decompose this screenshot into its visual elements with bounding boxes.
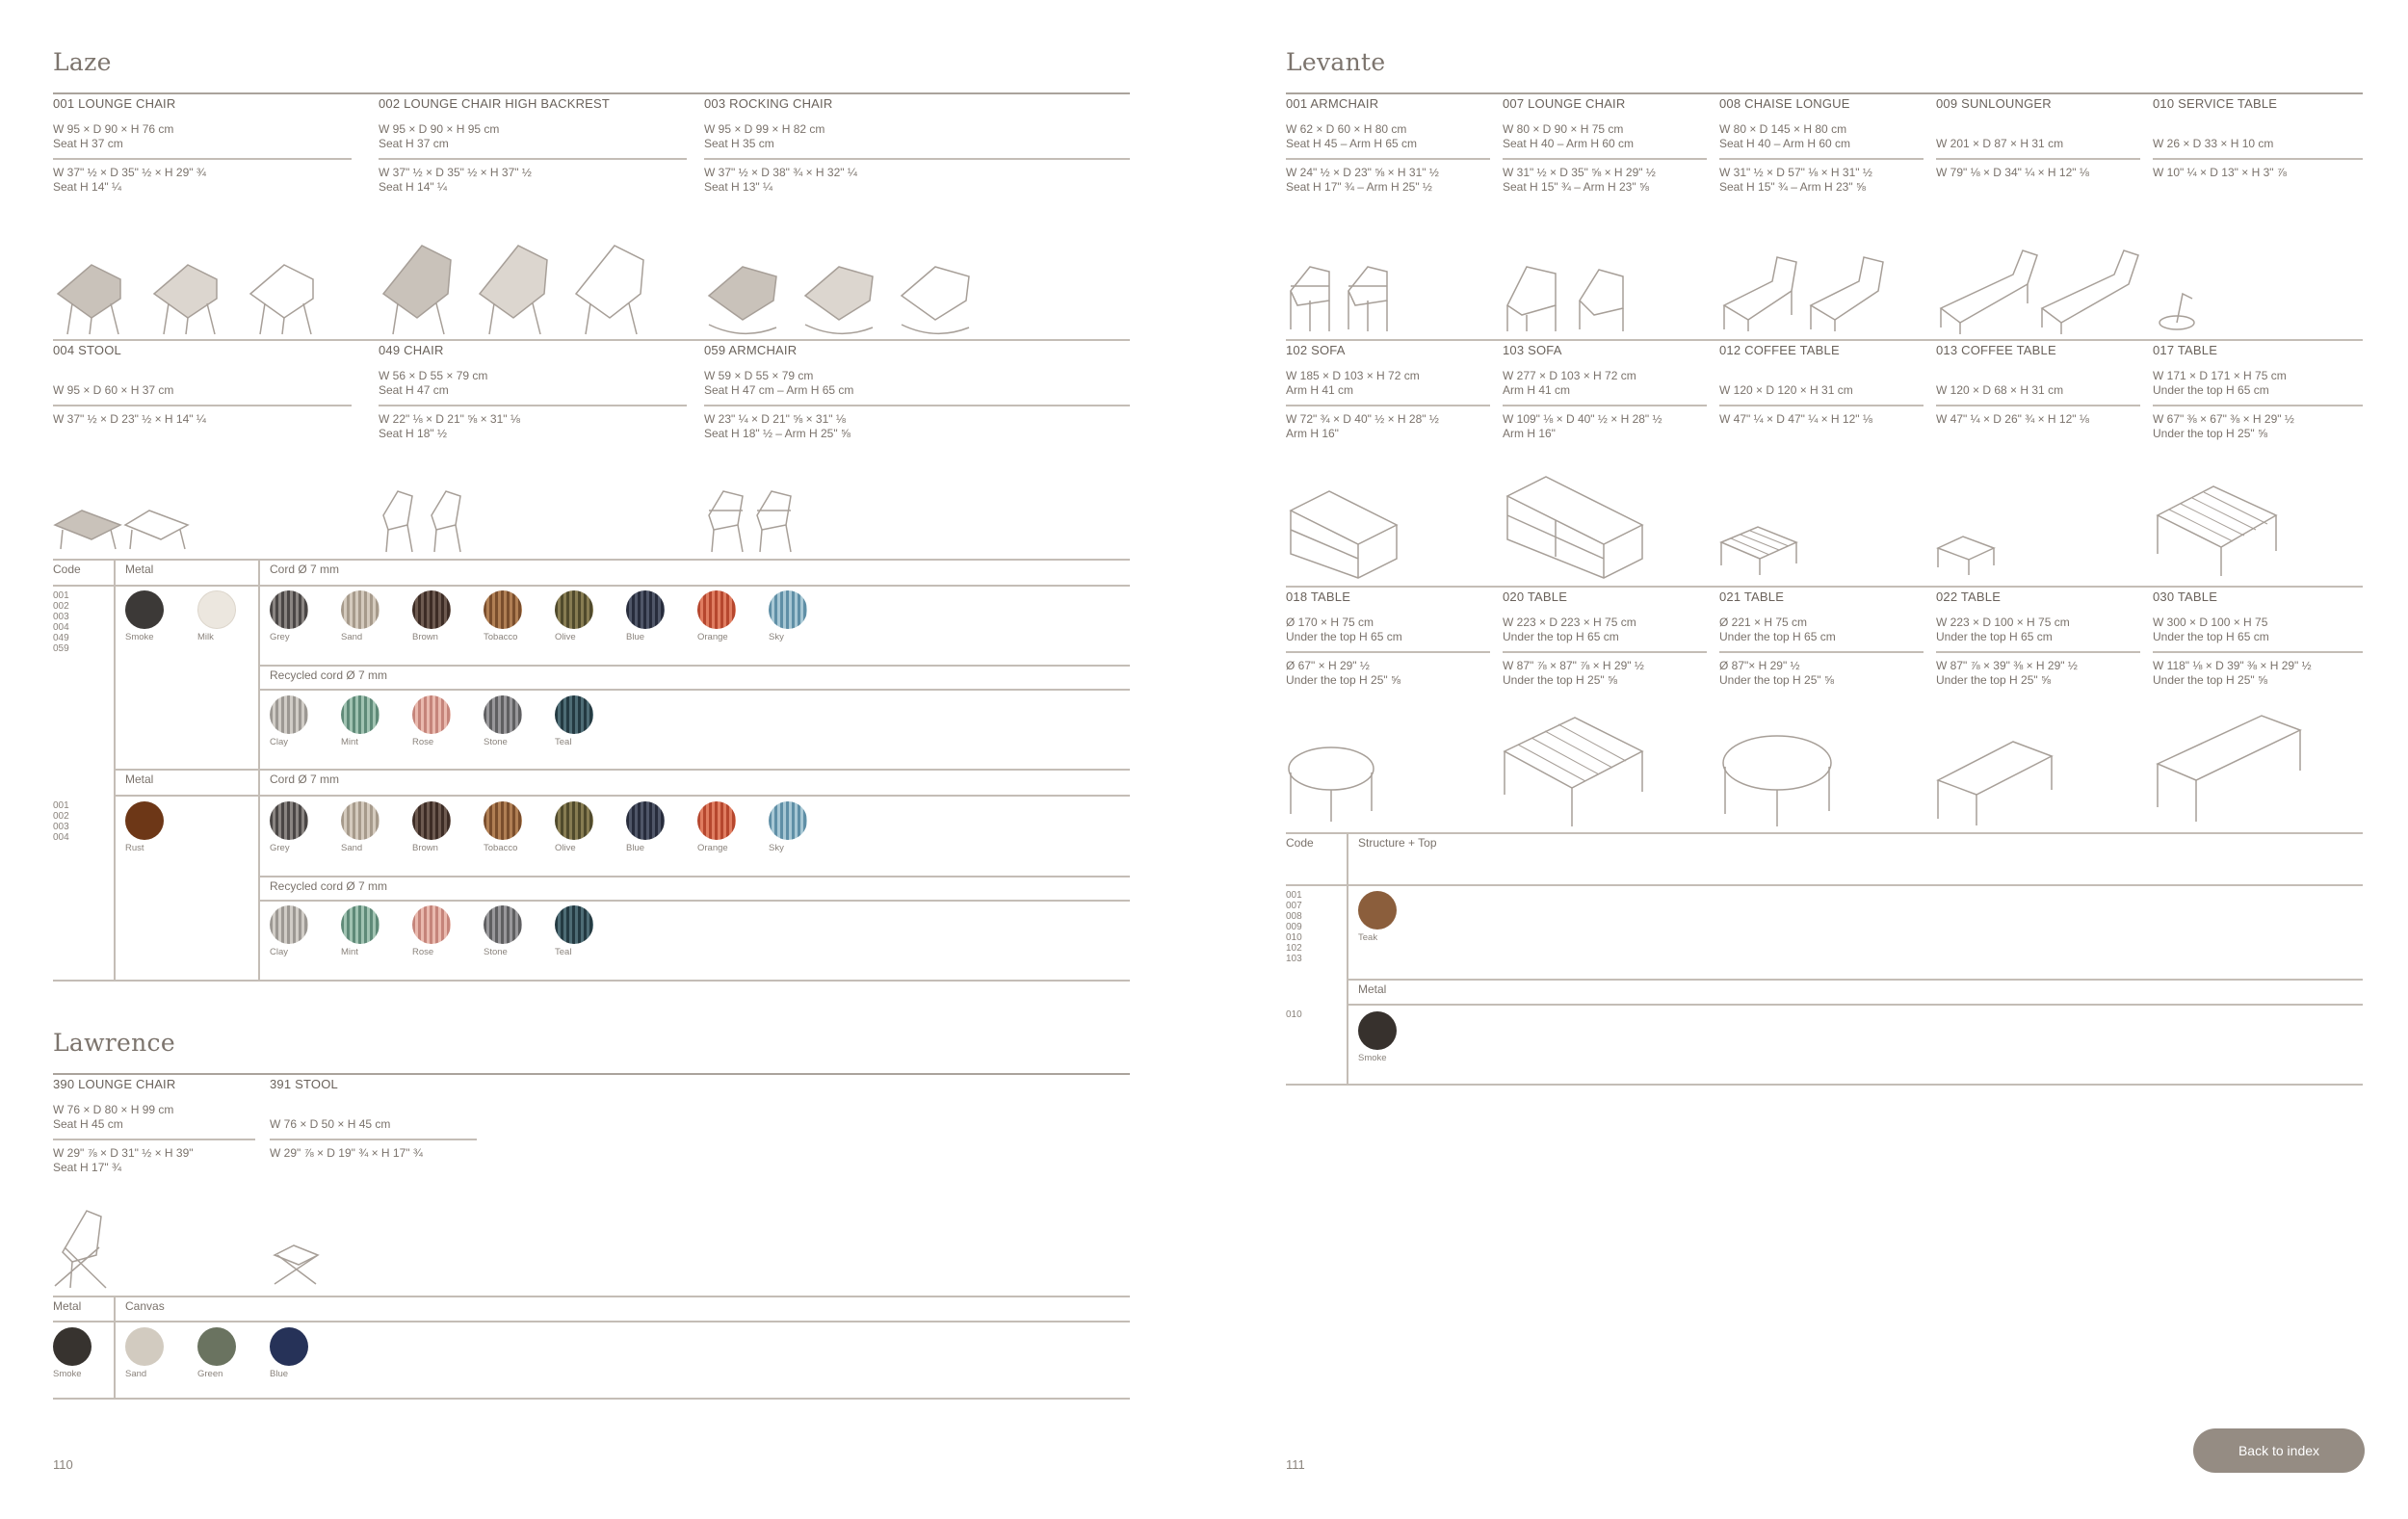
metal-header: Metal — [125, 773, 154, 786]
product-name: 391 STOOL — [270, 1077, 338, 1091]
product-dims-imperial: W 47" ¼ × D 47" ¼ × H 12" ⅛ — [1719, 411, 1872, 426]
product-name: 021 TABLE — [1719, 589, 1785, 604]
cord-swatch-sand — [341, 590, 380, 629]
product-dims-imperial: W 87" ⅞ × 87" ⅞ × H 29" ½ Under the top H 25" ⅝ — [1503, 658, 1644, 687]
product-name: 030 TABLE — [2153, 589, 2218, 604]
swatch-label: Smoke — [1358, 1053, 1387, 1063]
cord-swatch-stone — [484, 905, 522, 944]
cord-swatch-tobacco — [484, 590, 522, 629]
chaise-longue-drawing — [1719, 252, 1893, 334]
divider — [1347, 1004, 2363, 1006]
cord-swatch-orange — [697, 590, 736, 629]
cord-swatch-rose — [412, 695, 451, 734]
product-codes: 001 002 003 004 — [53, 800, 69, 843]
product-dims-metric: Ø 170 × H 75 cm Under the top H 65 cm — [1286, 615, 1402, 643]
product-laze-001 — [53, 96, 361, 195]
product-dims-metric: W 95 × D 60 × H 37 cm — [53, 383, 174, 397]
product-levante — [2153, 343, 2363, 441]
product-dims-metric: W 62 × D 60 × H 80 cm Seat H 45 – Arm H 65 cm — [1286, 122, 1418, 150]
product-name: 002 LOUNGE CHAIR HIGH BACKREST — [379, 96, 611, 111]
product-dims-metric: W 95 × D 90 × H 76 cm Seat H 37 cm — [53, 122, 174, 150]
product-codes: 010 — [1286, 1009, 1302, 1020]
finish-swatch-smoke — [53, 1327, 92, 1366]
product-name: 020 TABLE — [1503, 589, 1568, 604]
cord-header: Cord Ø 7 mm — [270, 773, 340, 786]
cord-swatch-brown — [412, 801, 451, 840]
divider — [258, 689, 1130, 691]
table-021-drawing — [1719, 732, 1835, 828]
product-dims-imperial: W 10" ¼ × D 13" × H 3" ⅞ — [2153, 165, 2287, 179]
product-dims-metric: W 76 × D 80 × H 99 cm Seat H 45 cm — [53, 1103, 174, 1131]
product-laze-049 — [379, 343, 687, 441]
swatch-label: Sky — [769, 632, 784, 642]
code-header: Code — [53, 563, 81, 576]
metal-header: Metal — [53, 1299, 82, 1313]
divider — [1286, 158, 1490, 160]
lawrence-title: Lawrence — [53, 1029, 175, 1057]
product-dims-imperial: W 22" ⅛ × D 21" ⅝ × 31" ⅛ Seat H 18" ½ — [379, 411, 520, 440]
divider — [53, 92, 1130, 94]
product-levante — [1503, 343, 1707, 441]
product-dims-metric: W 223 × D 100 × H 75 cm Under the top H 65 cm — [1936, 615, 2070, 643]
levante-title: Levante — [1286, 48, 1386, 76]
finish-swatch-sand — [125, 1327, 164, 1366]
product-dims-metric: W 120 × D 68 × H 31 cm — [1936, 383, 2064, 397]
stool-drawing — [53, 496, 197, 554]
product-levante — [2153, 96, 2363, 180]
swatch-label: Mint — [341, 947, 358, 957]
lounge-chair-drawing — [53, 246, 592, 337]
product-dims-imperial: Ø 87"× H 29" ½ Under the top H 25" ⅝ — [1719, 658, 1834, 687]
product-dims-metric: W 59 × D 55 × 79 cm Seat H 47 cm – Arm H 65 cm — [704, 369, 854, 397]
product-lawrence-391 — [270, 1077, 477, 1161]
swatch-label: Smoke — [125, 632, 154, 642]
product-dims-metric: W 80 × D 90 × H 75 cm Seat H 40 – Arm H 60 cm — [1503, 122, 1635, 150]
table-030-drawing — [2156, 711, 2305, 826]
finish-swatch-blue — [270, 1327, 308, 1366]
swatch-label: Olive — [555, 632, 576, 642]
back-to-index-button[interactable]: Back to index — [2193, 1428, 2365, 1473]
product-dims-metric: W 80 × D 145 × H 80 cm Seat H 40 – Arm H 60 cm — [1719, 122, 1851, 150]
coffee-table-012-drawing — [1719, 525, 1801, 578]
divider — [53, 1398, 1130, 1400]
cord-swatch-brown — [412, 590, 451, 629]
product-levante — [1936, 589, 2140, 688]
swatch-label: Sand — [341, 632, 363, 642]
lawrence-lounge-chair-drawing — [53, 1209, 111, 1291]
cord-swatch-teal — [555, 905, 593, 944]
swatch-label: Orange — [697, 632, 728, 642]
divider — [53, 559, 1130, 561]
product-dims-metric: W 95 × D 90 × H 95 cm Seat H 37 cm — [379, 122, 500, 150]
product-name: 001 ARMCHAIR — [1286, 96, 1379, 111]
cord-swatch-teal — [555, 695, 593, 734]
divider — [53, 1073, 1130, 1075]
cord-swatch-rose — [412, 905, 451, 944]
divider — [1503, 651, 1707, 653]
swatch-label: Rose — [412, 947, 434, 957]
divider — [258, 559, 260, 769]
product-name: 022 TABLE — [1936, 589, 2002, 604]
product-laze-002 — [379, 96, 687, 195]
lounge-chair-high-drawing — [571, 246, 648, 337]
finish-swatch-rust — [125, 801, 164, 840]
product-dims-imperial: W 47" ¼ × D 26" ¾ × H 12" ⅛ — [1936, 411, 2089, 426]
swatch-label: Rose — [412, 737, 434, 747]
rocking-chair-drawing — [704, 252, 974, 339]
chair-drawing — [379, 486, 484, 554]
product-levante — [1719, 343, 1924, 427]
product-dims-imperial: W 29" ⅞ × D 19" ¾ × H 17" ¾ — [270, 1145, 423, 1160]
product-dims-metric: W 95 × D 99 × H 82 cm Seat H 35 cm — [704, 122, 825, 150]
swatch-label: Blue — [270, 1369, 289, 1379]
divider — [1347, 832, 1348, 1085]
coffee-table-013-drawing — [1936, 535, 1999, 578]
cord-swatch-orange — [697, 801, 736, 840]
product-dims-metric: W 201 × D 87 × H 31 cm — [1936, 137, 2064, 150]
product-laze-003 — [704, 96, 1130, 195]
product-dims-metric: W 185 × D 103 × H 72 cm Arm H 41 cm — [1286, 369, 1420, 397]
divider — [1286, 1084, 2363, 1086]
product-dims-metric: W 277 × D 103 × H 72 cm Arm H 41 cm — [1503, 369, 1636, 397]
cord-header: Cord Ø 7 mm — [270, 563, 340, 576]
swatch-label: Sand — [125, 1369, 147, 1379]
swatch-label: Stone — [484, 737, 508, 747]
product-dims-imperial: W 87" ⅞ × 39" ⅜ × H 29" ½ Under the top H 25" ⅝ — [1936, 658, 2078, 687]
product-name: 001 LOUNGE CHAIR — [53, 96, 176, 111]
finish-swatch-smoke — [125, 590, 164, 629]
product-name: 009 SUNLOUNGER — [1936, 96, 2052, 111]
swatch-label: Mint — [341, 737, 358, 747]
product-dims-imperial: W 24" ½ × D 23" ⅝ × H 31" ½ Seat H 17" ¾ – Arm H 25" ½ — [1286, 165, 1439, 194]
divider — [53, 339, 1130, 341]
divider — [1286, 586, 2363, 588]
lawrence-stool-drawing — [270, 1241, 323, 1289]
cord-swatch-sand — [341, 801, 380, 840]
cord-swatch-sky — [769, 590, 807, 629]
divider — [1936, 158, 2140, 160]
divider — [53, 585, 1130, 587]
product-name: 003 ROCKING CHAIR — [704, 96, 833, 111]
product-dims-imperial: W 31" ½ × D 57" ⅛ × H 31" ½ Seat H 15" ¾ – Arm H 23" ⅝ — [1719, 165, 1872, 194]
metal-header: Metal — [1358, 982, 1387, 996]
product-name: 007 LOUNGE CHAIR — [1503, 96, 1626, 111]
divider — [270, 1139, 477, 1140]
product-levante — [1719, 589, 1924, 688]
product-dims-imperial: W 31" ½ × D 35" ⅝ × H 29" ½ Seat H 15" ¾ – Arm H 23" ⅝ — [1503, 165, 1656, 194]
product-dims-metric: W 300 × D 100 × H 75 Under the top H 65 cm — [2153, 615, 2269, 643]
finish-swatch-green — [197, 1327, 236, 1366]
product-name: 103 SOFA — [1503, 343, 1562, 357]
cord-swatch-clay — [270, 695, 308, 734]
divider — [258, 900, 1130, 902]
divider — [379, 158, 687, 160]
code-header: Code — [1286, 836, 1314, 850]
cord-swatch-tobacco — [484, 801, 522, 840]
divider — [114, 1296, 116, 1399]
cord-swatch-grey — [270, 590, 308, 629]
swatch-label: Grey — [270, 843, 290, 853]
canvas-header: Canvas — [125, 1299, 165, 1313]
swatch-label: Clay — [270, 737, 289, 747]
laze-title: Laze — [53, 48, 112, 76]
swatch-label: Clay — [270, 947, 289, 957]
divider — [258, 769, 260, 981]
product-name: 008 CHAISE LONGUE — [1719, 96, 1850, 111]
sofa-102-drawing — [1286, 486, 1401, 578]
product-dims-imperial: W 29" ⅞ × D 31" ½ × H 39" Seat H 17" ¾ — [53, 1145, 194, 1174]
cord-swatch-olive — [555, 801, 593, 840]
product-dims-imperial: W 118" ⅛ × D 39" ⅜ × H 29" ½ Under the top H 25" ⅝ — [2153, 658, 2312, 687]
swatch-label: Teal — [555, 737, 572, 747]
product-levante — [1286, 589, 1490, 688]
product-dims-imperial: W 37" ½ × D 35" ½ × H 37" ½ Seat H 14" ¼ — [379, 165, 532, 194]
swatch-label: Olive — [555, 843, 576, 853]
swatch-label: Grey — [270, 632, 290, 642]
swatch-label: Teal — [555, 947, 572, 957]
swatch-label: Brown — [412, 632, 438, 642]
cord-swatch-stone — [484, 695, 522, 734]
product-dims-metric: W 26 × D 33 × H 10 cm — [2153, 137, 2274, 150]
product-name: 004 STOOL — [53, 343, 121, 357]
product-name: 049 CHAIR — [379, 343, 444, 357]
product-name: 017 TABLE — [2153, 343, 2218, 357]
sofa-103-drawing — [1503, 472, 1647, 578]
product-dims-imperial: W 109" ⅛ × D 40" ½ × H 28" ½ Arm H 16" — [1503, 411, 1662, 440]
product-name: 059 ARMCHAIR — [704, 343, 798, 357]
table-018-drawing — [1286, 742, 1377, 824]
product-dims-metric: W 223 × D 223 × H 75 cm Under the top H 65 cm — [1503, 615, 1636, 643]
table-017-drawing — [2156, 482, 2281, 578]
cord-swatch-olive — [555, 590, 593, 629]
product-dims-metric: W 120 × D 120 × H 31 cm — [1719, 383, 1853, 397]
divider — [1286, 92, 2363, 94]
swatch-label: Sky — [769, 843, 784, 853]
table-022-drawing — [1936, 737, 2056, 828]
divider — [258, 665, 1130, 667]
swatch-label: Sand — [341, 843, 363, 853]
cord-swatch-grey — [270, 801, 308, 840]
product-dims-metric: Ø 221 × H 75 cm Under the top H 65 cm — [1719, 615, 1836, 643]
product-levante — [1719, 96, 1924, 195]
product-dims-imperial: Ø 67" × H 29" ½ Under the top H 25" ⅝ — [1286, 658, 1400, 687]
levante-armchair-drawing — [1286, 262, 1401, 334]
divider — [2153, 158, 2363, 160]
divider — [1286, 339, 2363, 341]
swatch-label: Tobacco — [484, 632, 518, 642]
product-laze-059 — [704, 343, 1130, 441]
cord-swatch-mint — [341, 695, 380, 734]
swatch-label: Orange — [697, 843, 728, 853]
swatch-label: Milk — [197, 632, 214, 642]
recycled-cord-header: Recycled cord Ø 7 mm — [270, 879, 388, 893]
product-dims-metric: W 76 × D 50 × H 45 cm — [270, 1117, 391, 1131]
swatch-label: Rust — [125, 843, 144, 853]
divider — [53, 980, 1130, 982]
table-020-drawing — [1503, 713, 1647, 828]
product-dims-imperial: W 23" ¼ × D 21" ⅝ × 31" ⅛ Seat H 18" ½ – Arm H 25" ⅝ — [704, 411, 851, 440]
levante-lounge-chair-drawing — [1503, 262, 1647, 334]
sunlounger-drawing — [1936, 246, 2143, 337]
page-number: 110 — [53, 1457, 73, 1472]
finish-swatch-teak — [1358, 891, 1397, 930]
divider — [1286, 405, 1490, 406]
divider — [53, 1296, 1130, 1297]
divider — [1719, 651, 1924, 653]
product-codes: 001 002 003 004 049 059 — [53, 590, 69, 654]
product-levante — [2153, 589, 2363, 688]
divider — [2153, 405, 2363, 406]
product-levante — [1286, 96, 1490, 195]
product-name: 102 SOFA — [1286, 343, 1346, 357]
finish-swatch-milk — [197, 590, 236, 629]
swatch-label: Tobacco — [484, 843, 518, 853]
swatch-label: Teak — [1358, 932, 1378, 943]
swatch-label: Blue — [626, 843, 645, 853]
cord-swatch-blue — [626, 590, 665, 629]
service-table-drawing — [2156, 289, 2199, 332]
cord-swatch-clay — [270, 905, 308, 944]
product-dims-metric: W 171 × D 171 × H 75 cm Under the top H 65 cm — [2153, 369, 2287, 397]
product-dims-imperial: W 67" ⅜ × 67" ⅜ × H 29" ½ Under the top H 25" ⅝ — [2153, 411, 2294, 440]
structure-top-header: Structure + Top — [1358, 836, 1437, 850]
product-name: 012 COFFEE TABLE — [1719, 343, 1840, 357]
divider — [114, 769, 1130, 771]
product-laze-004 — [53, 343, 361, 427]
product-dims-imperial: W 72" ¾ × D 40" ½ × H 28" ½ Arm H 16" — [1286, 411, 1439, 440]
finish-swatch-smoke — [1358, 1011, 1397, 1050]
divider — [1286, 832, 2363, 834]
product-lawrence-390 — [53, 1077, 260, 1175]
product-dims-imperial: W 79" ⅛ × D 34" ¼ × H 12" ⅛ — [1936, 165, 2089, 179]
divider — [1936, 651, 2140, 653]
product-name: 010 SERVICE TABLE — [2153, 96, 2278, 111]
divider — [1286, 651, 1490, 653]
divider — [1347, 979, 2363, 981]
armchair-drawing — [704, 486, 810, 554]
product-name: 390 LOUNGE CHAIR — [53, 1077, 176, 1091]
divider — [704, 158, 1130, 160]
product-dims-imperial: W 37" ½ × D 23" ½ × H 14" ¼ — [53, 411, 206, 426]
metal-header: Metal — [125, 563, 154, 576]
product-levante — [1503, 96, 1707, 195]
product-dims-imperial: W 37" ½ × D 38" ¾ × H 32" ¼ Seat H 13" ¼ — [704, 165, 857, 194]
cord-swatch-mint — [341, 905, 380, 944]
swatch-label: Blue — [626, 632, 645, 642]
divider — [114, 795, 1130, 797]
cord-swatch-blue — [626, 801, 665, 840]
product-dims-imperial: W 37" ½ × D 35" ½ × H 29" ¾ Seat H 14" ¼ — [53, 165, 206, 194]
product-levante — [1503, 589, 1707, 688]
product-dims-metric: W 56 × D 55 × 79 cm Seat H 47 cm — [379, 369, 488, 397]
divider — [53, 1321, 1130, 1323]
product-codes: 001 007 008 009 010 102 103 — [1286, 890, 1302, 964]
divider — [258, 876, 1130, 877]
divider — [1286, 884, 2363, 886]
divider — [1719, 405, 1924, 406]
swatch-label: Stone — [484, 947, 508, 957]
recycled-cord-header: Recycled cord Ø 7 mm — [270, 668, 388, 682]
page-number: 111 — [1286, 1457, 1305, 1472]
swatch-label: Brown — [412, 843, 438, 853]
product-name: 013 COFFEE TABLE — [1936, 343, 2056, 357]
swatch-label: Smoke — [53, 1369, 82, 1379]
divider — [379, 405, 687, 406]
divider — [53, 1139, 255, 1140]
product-levante — [1936, 96, 2140, 180]
divider — [2153, 651, 2363, 653]
product-levante — [1936, 343, 2140, 427]
swatch-label: Green — [197, 1369, 223, 1379]
divider — [1503, 405, 1707, 406]
divider — [704, 405, 1130, 406]
divider — [1936, 405, 2140, 406]
product-name: 018 TABLE — [1286, 589, 1351, 604]
divider — [53, 405, 352, 406]
divider — [1719, 158, 1924, 160]
product-levante — [1286, 343, 1490, 441]
cord-swatch-sky — [769, 801, 807, 840]
divider — [53, 158, 352, 160]
divider — [1503, 158, 1707, 160]
